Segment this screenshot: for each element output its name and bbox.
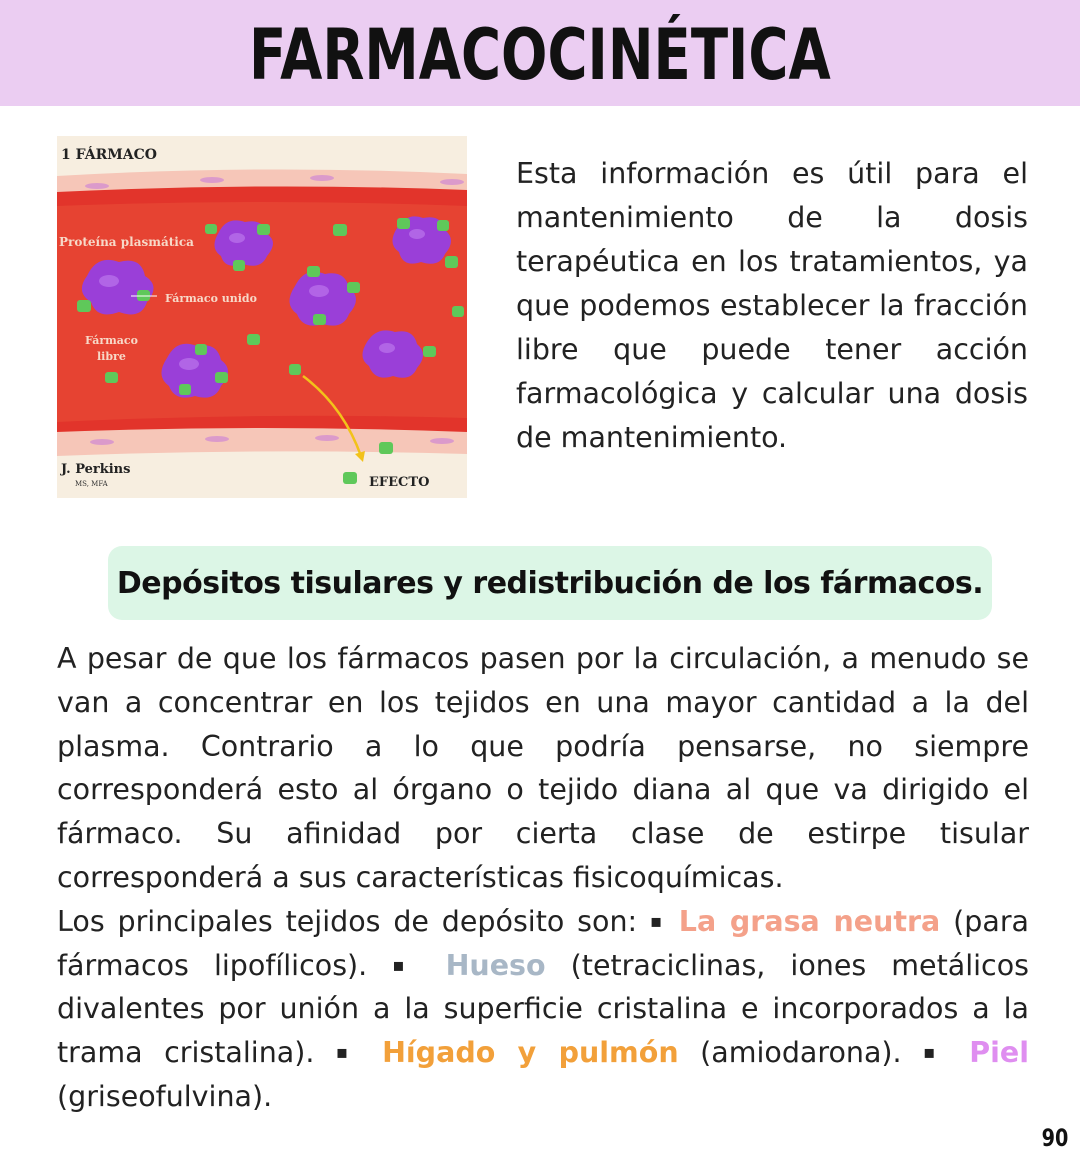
page-number: 90 (1041, 1124, 1068, 1152)
blood-vessel-illustration (57, 136, 467, 498)
figure-label-author-sub: MS, MFA (75, 480, 108, 488)
page-title: FARMACOCINÉTICA (249, 14, 831, 96)
figure-label-free-2: libre (97, 350, 126, 363)
bullet-icon: ▪ (923, 1042, 948, 1064)
figure-label-author: J. Perkins (61, 462, 131, 477)
deposit-bone-detail: (tetraciclinas, iones metálicos divalentes por unión a la superficie cristalina e incorporados a la trama cristalina). (57, 948, 1030, 1070)
deposit-fat: La grasa neutra (678, 904, 941, 938)
title-bar (0, 0, 1080, 106)
body-paragraph-1: A pesar de que los fármacos pasen por la circulación, a menudo se van a concentrar en los tejidos en una mayor cantidad a la del plasma. Contrario a lo que podría pensarse, no siempre corresponderá esto al órgano o tejido diana al que va dirigido el fármaco. Su afinidad por cierta clase de estirpe tisular corresponderá a sus características fisicoquímicas. (57, 642, 1029, 894)
deposit-liver-lung-detail: (amiodarona). (700, 1036, 902, 1070)
deposit-liver-lung: Hígado y pulmón (382, 1036, 679, 1070)
intro-paragraph: Esta información es útil para el mantenimiento de la dosis terapéutica en los tratamientos, ya que podemos establecer la fracción libre que puede tener acción farmacológica y calcular una dosis de mantenimiento. (516, 157, 1028, 454)
bullet-icon: ▪ (335, 1042, 361, 1064)
figure-label-top: 1 FÁRMACO (61, 147, 157, 163)
deposit-skin: Piel (969, 1036, 1030, 1070)
body-text (57, 637, 1029, 1119)
deposit-skin-detail: (griseofulvina). (57, 1079, 273, 1113)
body-paragraph-2 (57, 900, 1029, 1119)
deposit-bone: Hueso (445, 948, 546, 982)
bullet-icon: ▪ (392, 954, 421, 976)
figure-label-protein: Proteína plasmática (59, 235, 194, 249)
deposit-intro: Los principales tejidos de depósito son: (57, 904, 638, 938)
figure-label-bound: Fármaco unido (165, 292, 257, 305)
bullet-icon: ▪ (649, 910, 666, 932)
section-title: Depósitos tisulares y redistribución de los fármacos. (116, 565, 984, 601)
figure-label-free-1: Fármaco (85, 334, 138, 347)
deposit-fat-detail: (para fármacos lipofílicos). (57, 904, 1029, 982)
figure-label-effect: EFECTO (369, 475, 430, 490)
pharmacokinetics-figure (57, 136, 467, 498)
